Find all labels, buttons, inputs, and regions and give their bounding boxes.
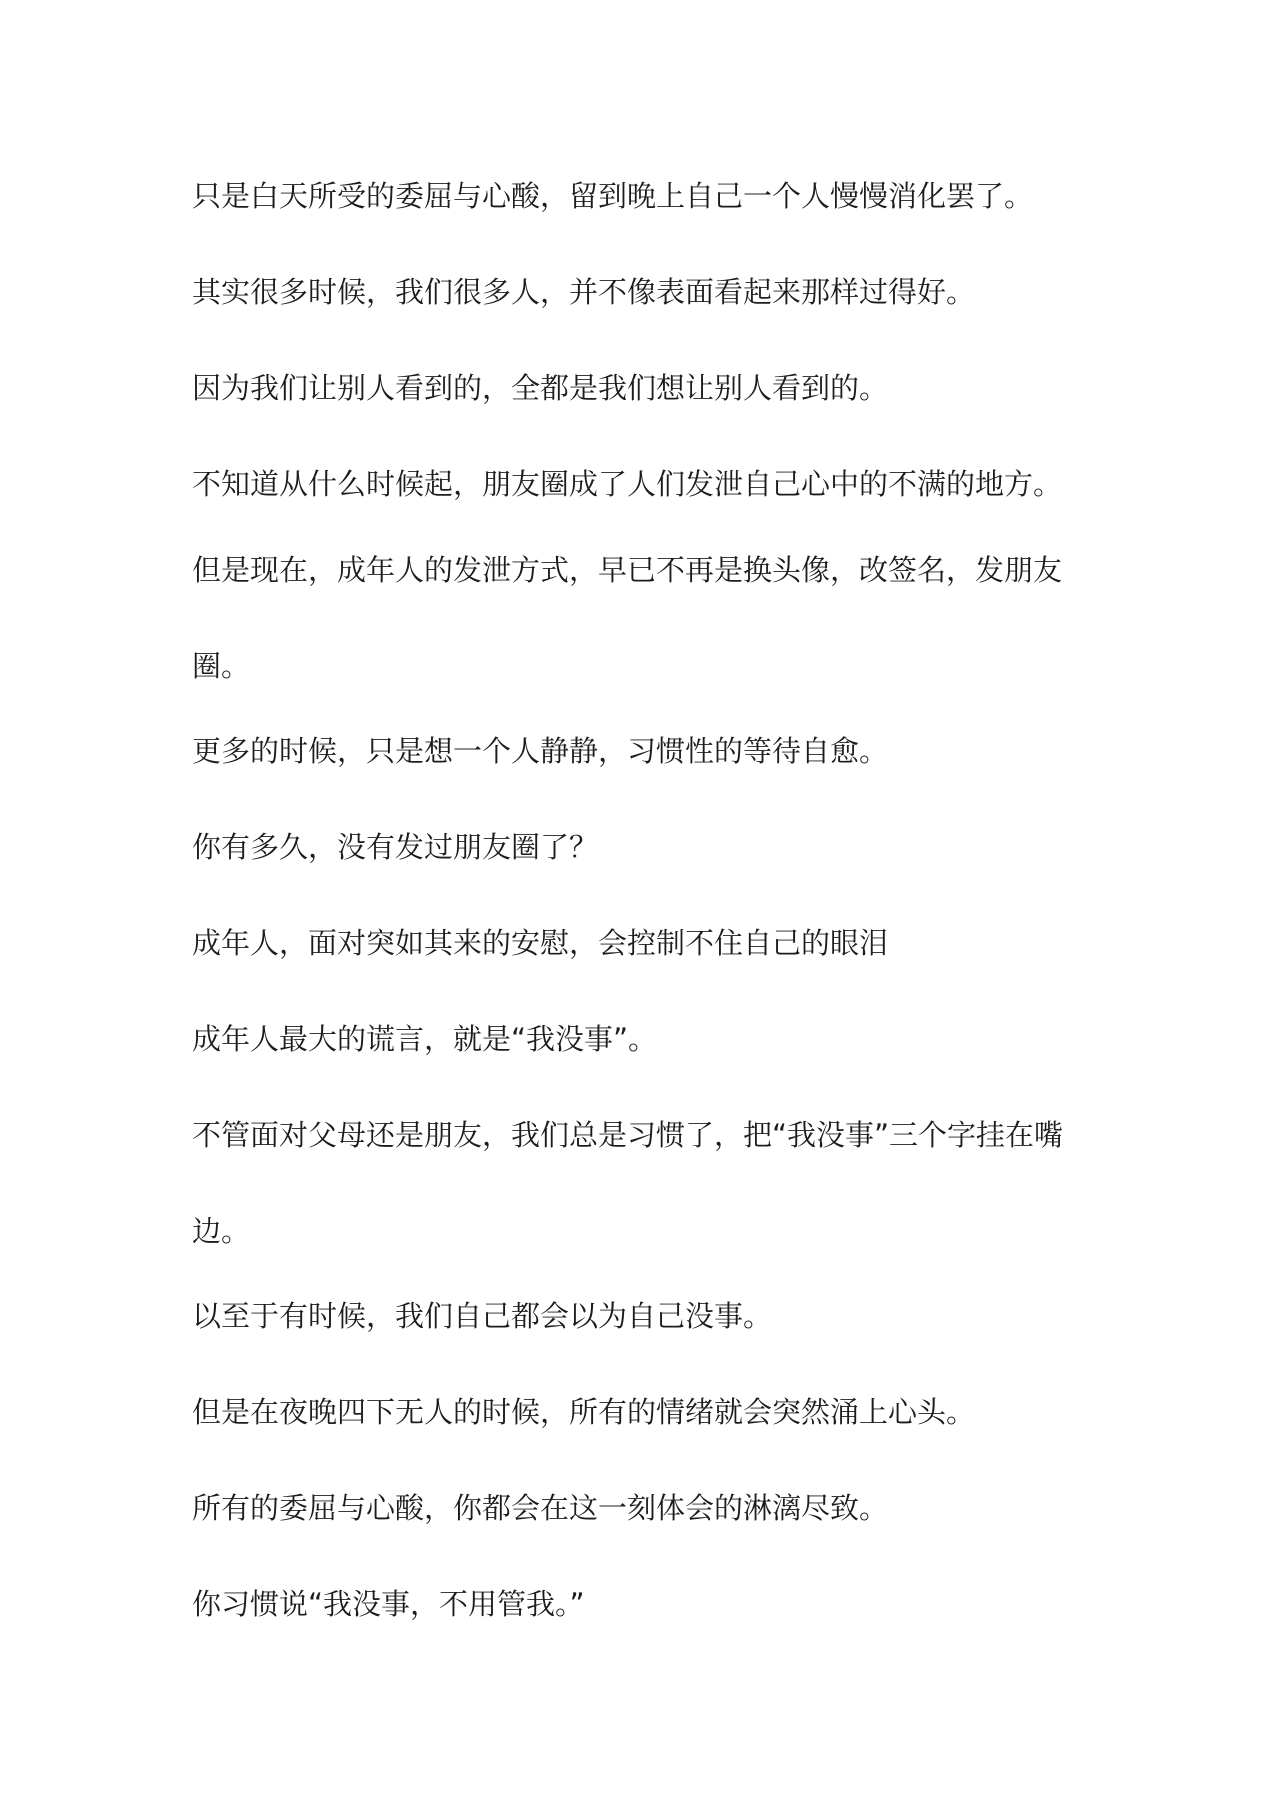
paragraph: 不知道从什么时候起，朋友圈成了人们发泄自己心中的不满的地方。	[192, 467, 1063, 501]
paragraph: 其实很多时候，我们很多人，并不像表面看起来那样过得好。	[192, 275, 976, 309]
paragraph: 以至于有时候，我们自己都会以为自己没事。	[192, 1299, 773, 1333]
paragraph: 你有多久，没有发过朋友圈了？	[192, 830, 599, 864]
paragraph: 不管面对父母还是朋友，我们总是习惯了，把“我没事”三个字挂在嘴边。	[192, 1118, 1064, 1248]
paragraph: 更多的时候，只是想一个人静静，习惯性的等待自愈。	[192, 734, 889, 768]
paragraph: 所有的委屈与心酸，你都会在这一刻体会的淋漓尽致。	[192, 1491, 889, 1525]
paragraph: 成年人最大的谎言，就是“我没事”。	[192, 1022, 658, 1056]
paragraph: 成年人，面对突如其来的安慰，会控制不住自己的眼泪	[192, 926, 889, 960]
paragraph: 因为我们让别人看到的，全都是我们想让别人看到的。	[192, 371, 889, 405]
paragraph: 只是白天所受的委屈与心酸，留到晚上自己一个人慢慢消化罢了。	[192, 179, 1034, 213]
paragraph: 你习惯说“我没事，不用管我。”	[192, 1587, 585, 1621]
paragraph: 但是在夜晚四下无人的时候，所有的情绪就会突然涌上心头。	[192, 1395, 976, 1429]
paragraph: 但是现在，成年人的发泄方式，早已不再是换头像，改签名，发朋友圈。	[192, 553, 1063, 683]
